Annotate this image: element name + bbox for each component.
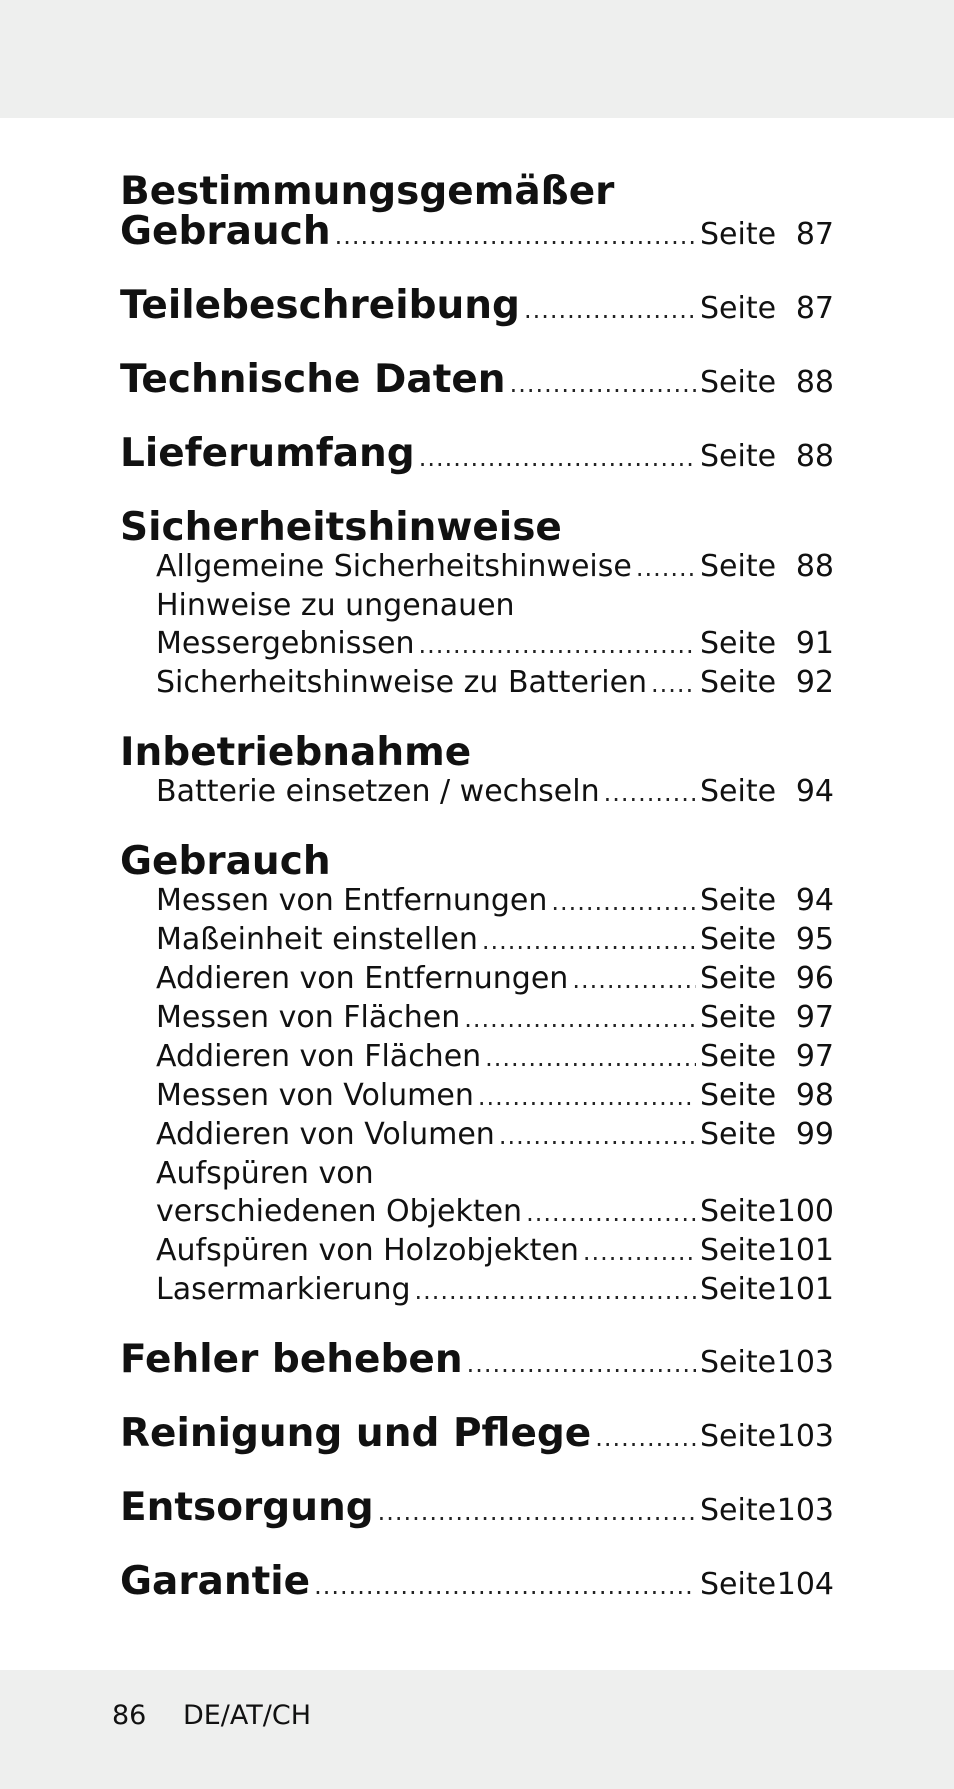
toc-entry [120, 1485, 834, 1532]
entry-title: Messen von Entfernungen [156, 883, 548, 918]
toc-section [120, 169, 834, 256]
section-title: Gebrauch [120, 839, 331, 884]
toc-entry [120, 1337, 834, 1384]
entry-title: Aufspüren von [156, 1156, 374, 1191]
toc-section [120, 839, 834, 1310]
toc-entry [120, 1559, 834, 1606]
page-label: Seite [700, 1078, 777, 1113]
entry-title: Lasermarkierung [156, 1272, 411, 1307]
section-title: Garantie [120, 1559, 311, 1604]
entry-title: Addieren von Entfernungen [156, 961, 569, 996]
dot-leader [378, 1492, 696, 1532]
page-number: 103 [776, 1345, 834, 1380]
dot-leader [464, 1000, 696, 1038]
entry-title: Messergebnissen [156, 626, 415, 661]
section-title: Entsorgung [120, 1485, 374, 1530]
toc-subentry [120, 1077, 834, 1116]
toc-section [120, 357, 834, 404]
toc-subentry [120, 1193, 834, 1232]
dot-leader [485, 1039, 696, 1077]
page-number: 88 [795, 439, 834, 474]
section-title: Lieferumfang [120, 431, 415, 476]
dot-leader [314, 1566, 696, 1606]
toc-entry [120, 357, 834, 404]
table-of-contents [120, 169, 834, 1636]
page-number: 87 [795, 217, 834, 252]
toc-section [120, 1485, 834, 1532]
page-number: 101 [776, 1233, 834, 1268]
toc-section [120, 431, 834, 478]
toc-entry [120, 283, 834, 330]
entry-title: Messen von Volumen [156, 1078, 474, 1113]
section-title: Bestimmungsgemäßer [120, 169, 615, 214]
toc-subentry [120, 1271, 834, 1310]
page-number: 104 [776, 1567, 834, 1602]
dot-leader [510, 364, 696, 404]
page-label: Seite [700, 549, 777, 584]
page-label: Seite [700, 1039, 777, 1074]
toc-subentry [120, 1116, 834, 1155]
page-label: Seite [700, 1194, 777, 1229]
page-label: Seite [700, 1233, 777, 1268]
toc-subentry [120, 1232, 834, 1271]
entry-title: Batterie einsetzen / wechseln [156, 774, 600, 809]
dot-leader [499, 1117, 696, 1155]
entry-title: Sicherheitshinweise zu Batterien [156, 665, 648, 700]
dot-leader [572, 961, 696, 999]
page-number: 100 [776, 1194, 834, 1229]
page-number: 97 [795, 1039, 834, 1074]
page-label: Seite [700, 922, 777, 957]
toc-entry [120, 431, 834, 478]
page-label: Seite [700, 1345, 777, 1380]
page-label: Seite [700, 665, 777, 700]
page-label: Seite [700, 439, 777, 474]
section-title: Sicherheitshinweise [120, 505, 562, 550]
toc-section [120, 1559, 834, 1606]
dot-leader [478, 1078, 696, 1116]
page-label: Seite [700, 961, 777, 996]
entry-title: Addieren von Volumen [156, 1117, 495, 1152]
dot-leader [636, 549, 696, 587]
page-number: 95 [795, 922, 834, 957]
dot-leader [335, 216, 696, 256]
entry-title: Addieren von Flächen [156, 1039, 482, 1074]
page-label: Seite [700, 883, 777, 918]
page-number: 88 [795, 549, 834, 584]
page-number: 103 [776, 1493, 834, 1528]
page-number: 96 [795, 961, 834, 996]
dot-leader [551, 883, 696, 921]
page-label: Seite [700, 217, 777, 252]
page-number: 98 [795, 1078, 834, 1113]
page-number: 88 [795, 365, 834, 400]
toc-entry [120, 1411, 834, 1458]
dot-leader [604, 774, 696, 812]
page-label: Seite [700, 1567, 777, 1602]
footer-page-number: 86 [112, 1700, 147, 1731]
entry-title: Maßeinheit einstellen [156, 922, 478, 957]
entry-title: Allgemeine Sicherheitshinweise [156, 549, 632, 584]
entry-title: Messen von Flächen [156, 1000, 461, 1035]
page-label: Seite [700, 1493, 777, 1528]
toc-subentry [120, 960, 834, 999]
section-title: Teilebeschreibung [120, 283, 520, 328]
page-label: Seite [700, 1000, 777, 1035]
dot-leader [595, 1418, 696, 1458]
section-title: Technische Daten [120, 357, 506, 402]
dot-leader [651, 665, 696, 703]
dot-leader [467, 1344, 696, 1384]
section-title: Reinigung und Pflege [120, 1411, 592, 1456]
page-number: 92 [795, 665, 834, 700]
page-number: 97 [795, 1000, 834, 1035]
page-number: 101 [776, 1272, 834, 1307]
toc-subentry [120, 1038, 834, 1077]
toc-subentry [120, 921, 834, 960]
toc-subentry [120, 999, 834, 1038]
entry-title: Hinweise zu ungenauen [156, 588, 515, 623]
page-label: Seite [700, 365, 777, 400]
toc-section [120, 505, 834, 703]
page-footer [112, 1700, 311, 1731]
toc-section [120, 283, 834, 330]
toc-subentry [120, 664, 834, 703]
section-title: Inbetriebnahme [120, 730, 472, 775]
page-label: Seite [700, 626, 777, 661]
dot-leader [524, 290, 696, 330]
header-band [0, 0, 954, 118]
toc-entry [120, 209, 834, 256]
dot-leader [415, 1272, 696, 1310]
toc-subentry [120, 548, 834, 587]
toc-subentry [120, 882, 834, 921]
toc-section [120, 1337, 834, 1384]
page-number: 91 [795, 626, 834, 661]
page-number: 87 [795, 291, 834, 326]
dot-leader [526, 1194, 696, 1232]
toc-subentry [120, 773, 834, 812]
page-label: Seite [700, 291, 777, 326]
page-label: Seite [700, 774, 777, 809]
entry-title: Aufspüren von Holzobjekten [156, 1233, 579, 1268]
page-number: 103 [776, 1419, 834, 1454]
toc-section [120, 1411, 834, 1458]
section-title: Gebrauch [120, 209, 331, 254]
page-label: Seite [700, 1117, 777, 1152]
dot-leader [419, 626, 697, 664]
page-number: 94 [795, 883, 834, 918]
footer-region: DE/AT/CH [182, 1700, 312, 1731]
dot-leader [419, 438, 696, 478]
page-label: Seite [700, 1419, 777, 1454]
page-label: Seite [700, 1272, 777, 1307]
section-title: Fehler beheben [120, 1337, 463, 1382]
page-number: 99 [795, 1117, 834, 1152]
dot-leader [482, 922, 696, 960]
entry-title: verschiedenen Objekten [156, 1194, 523, 1229]
dot-leader [583, 1233, 696, 1271]
toc-section [120, 730, 834, 812]
page-number: 94 [795, 774, 834, 809]
toc-subentry [120, 625, 834, 664]
